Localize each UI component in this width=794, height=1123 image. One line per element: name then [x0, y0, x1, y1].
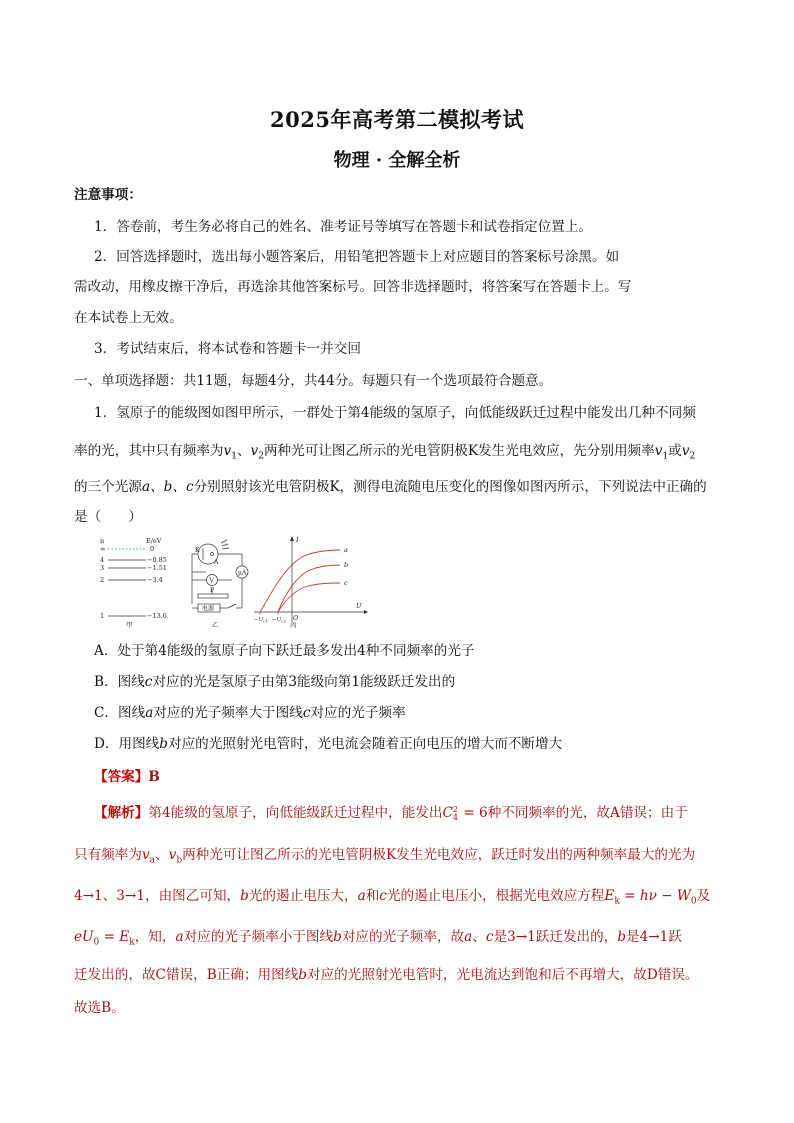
symbol-b: b: [333, 929, 342, 945]
option-text: 对应的光子频率: [310, 705, 406, 721]
formula-c-sub: 4: [452, 812, 458, 822]
page-title: 2025年高考第二模拟考试: [270, 107, 524, 132]
label-u-axis: U: [356, 602, 362, 610]
analysis-text: 光的遏止电压大，: [248, 888, 358, 904]
label-power: 电源: [202, 605, 215, 613]
label-a: A: [214, 559, 219, 566]
symbol-c: c: [485, 929, 494, 945]
level-e-3: −1.51: [147, 564, 167, 572]
option-d: [94, 735, 562, 753]
equation-w0-sub: 0: [690, 896, 697, 907]
section-heading: 一、单项选择题：共11题，每题4分，共44分。每题只有一个选项最符合题意。: [74, 373, 553, 389]
label-i-axis: I: [296, 536, 299, 544]
notice-heading: 注意事项：: [74, 187, 142, 203]
analysis-line-1: [94, 804, 688, 822]
question-line-1: 1．氢原子的能级图如图甲所示，一群处于第4能级的氢原子，向低能级跃迁过程中能发出几种不同频: [94, 405, 696, 421]
anode-dot: [211, 553, 214, 556]
option-a: A．处于第4能级的氢原子向下跃迁最多发出4种不同频率的光子: [94, 643, 475, 659]
question-text: 或: [668, 443, 682, 459]
label-v: V: [209, 577, 214, 585]
light-ray-1: [221, 540, 227, 543]
n-label: n: [100, 537, 105, 545]
notice-item-2-line-2: 需改动，用橡皮擦干净后，再选涂其他答案标号。回答非选择题时，将答案写在答题卡上。写: [74, 279, 632, 295]
symbol-va-sub: a: [149, 855, 156, 866]
symbol-b: b: [240, 888, 249, 904]
curve-a: [260, 550, 340, 612]
analysis-text: 种不同频率的光，故A错误；由于: [487, 805, 688, 821]
e-label: E/eV: [146, 537, 162, 545]
label-origin: O: [293, 614, 299, 622]
analysis-text: 对应的光子频率，故: [341, 929, 465, 945]
symbol-v2: v: [250, 443, 259, 459]
question-line-4: 是（ ）: [74, 509, 142, 525]
equation-eu0: eU: [74, 929, 94, 945]
analysis-text: 只有频率为: [74, 847, 142, 863]
option-c: [94, 704, 406, 722]
option-text: B．图线: [94, 674, 145, 690]
option-b: [94, 673, 455, 691]
symbol-va: v: [141, 847, 150, 863]
analysis-line-6: 故选B。: [74, 1000, 125, 1016]
symbol-v1-sub: 1: [231, 451, 237, 462]
label-uc1: [254, 617, 268, 624]
light-ray-2: [222, 544, 228, 546]
equation-ek: E: [604, 888, 615, 904]
separator: 、: [155, 847, 169, 863]
symbol-a: a: [357, 888, 366, 904]
equation-ek-sub: k: [129, 937, 135, 948]
symbol-abc: a、b、c: [141, 479, 194, 495]
answer-tag: 【答案】: [94, 769, 149, 785]
analysis-line-4: $eU_0 = E_k$，知，a对应的光子频率小于图线b对应的光子频率，故a、c是3→1跃迁发出的，b是4→1跃: [74, 929, 682, 948]
level-n-3: 3: [100, 564, 105, 572]
equation-mid: = E: [99, 929, 130, 945]
symbol-vb: v: [168, 847, 177, 863]
symbol-v1: v: [223, 443, 232, 459]
formula-rest: = 6: [459, 805, 488, 821]
analysis-text: 及: [696, 888, 711, 904]
iu-graph: [254, 536, 368, 628]
symbol-v1-sub: 1: [662, 451, 669, 462]
switch-blade: [228, 604, 236, 608]
analysis-text: 和: [365, 888, 380, 904]
level-n-2: 2: [100, 576, 105, 584]
energy-level-diagram: [100, 537, 167, 628]
symbol-c: c: [302, 705, 311, 721]
level-e-1: −13.6: [147, 612, 167, 620]
notice-item-2-line-1: 2．回答选择题时，选出每小题答案后，用铅笔把答题卡上对应题目的答案标号涂黑。如: [94, 249, 620, 265]
label-uc2-main: −U: [272, 617, 282, 623]
analysis-text: 是3→1跃迁发出的，: [493, 929, 618, 945]
formula-c-indices: [453, 806, 458, 822]
question-figure: [94, 534, 380, 628]
analysis-text: 对应的光照射光电管时，光电流达到饱和后不再增大，故D错误。: [307, 967, 699, 983]
analysis-text: ，知，: [134, 929, 176, 945]
symbol-vb-sub: b: [176, 855, 183, 866]
page-subtitle: 物理 · 全解全析: [333, 150, 461, 171]
label-uc2-sub: c2: [281, 618, 287, 624]
question-line-2: [74, 442, 695, 466]
symbol-v1: v: [654, 443, 663, 459]
notice-item-2-line-3: 在本试卷上无效。: [74, 310, 183, 326]
analysis-tag: 【解析】: [94, 805, 149, 821]
symbol-v2-sub: 2: [258, 451, 264, 462]
equation-ek-sub: k: [614, 896, 620, 907]
question-text: 两种光可让图乙所示的光电管阴极K发生光电效应，先分别用频率: [263, 443, 655, 459]
level-e-2: −3.4: [147, 576, 163, 584]
notice-item-3: 3．考试结束后，将本试卷和答题卡一并交回: [94, 341, 361, 357]
symbol-a: a: [145, 705, 154, 721]
option-text: 对应的光子频率大于图线: [153, 705, 303, 721]
level-n-4: 4: [100, 556, 105, 564]
formula-c: C: [442, 805, 453, 821]
level-e-inf: 0: [150, 545, 155, 553]
formula-c-sup: 2: [452, 804, 458, 814]
symbol-b: b: [617, 929, 627, 945]
u-axis-arrow: [364, 610, 368, 614]
question-text: 的三个光源: [74, 479, 142, 495]
symbol-c: c: [379, 888, 387, 904]
analysis-line-3: [74, 887, 710, 911]
symbol-a: a: [464, 929, 473, 945]
rheostat: [198, 594, 228, 598]
label-p: P: [210, 587, 215, 594]
analysis-text: 4→1、3→1，由图乙可知，: [74, 888, 241, 904]
analysis-line-5: [74, 966, 699, 984]
option-text: 对应的光是氢原子由第3能级向第1能级跃迁发出的: [152, 674, 456, 690]
level-n-1: 1: [100, 612, 105, 620]
label-uc1-sub: c1: [263, 618, 269, 624]
question-text: 分别照射该光电管阴极K，测得电流随电压变化的图像如图丙所示，下列说法中正确的: [193, 479, 707, 495]
analysis-text: 是4→1跃: [626, 929, 682, 945]
label-curve-b: b: [344, 561, 349, 569]
symbol-b: b: [298, 967, 307, 983]
analysis-text: 对应的光子频率小于图线: [183, 929, 334, 945]
answer-value: B: [148, 769, 160, 785]
symbol-c: c: [144, 674, 153, 690]
question-line-3: [74, 478, 707, 496]
i-axis-arrow: [290, 536, 294, 541]
symbol-a: a: [175, 929, 184, 945]
level-n-inf: ∞: [100, 545, 106, 553]
analysis-text: 两种光可让图乙所示的光电管阴极K发生光电效应，跃迁时发出的两种频率最大的光为: [182, 847, 696, 863]
option-text: D．用图线: [94, 736, 160, 752]
label-curve-c: c: [344, 579, 348, 587]
curve-b: [278, 565, 340, 612]
label-ua: μA: [238, 569, 247, 577]
analysis-text: 迁发出的，故C错误，B正确；用图线: [74, 967, 299, 983]
caption-yi: 乙: [212, 622, 219, 628]
label-k: K: [195, 547, 200, 554]
label-uc2: [272, 617, 286, 624]
label-curve-a: a: [344, 546, 348, 554]
separator: 、: [236, 443, 251, 459]
curve-c: [278, 583, 340, 612]
caption-bing: 丙: [290, 621, 297, 628]
symbol-v2: v: [681, 443, 690, 459]
question-text: 率的光，其中只有频率为: [74, 443, 224, 459]
analysis-line-2: [74, 846, 695, 870]
option-text: C．图线: [94, 705, 146, 721]
light-ray-3: [222, 548, 229, 549]
symbol-b: b: [159, 736, 168, 752]
equation-rest: = hν − W: [619, 888, 691, 904]
answer-line: [94, 768, 160, 786]
analysis-text: 第4能级的氢原子，向低能级跃迁过程中，能发出: [148, 805, 443, 821]
analysis-text: 光的遏止电压小，根据光电效应方程: [386, 888, 605, 904]
symbol-v2-sub: 2: [689, 451, 696, 462]
label-uc1-main: −U: [254, 617, 264, 623]
option-text: 对应的光照射光电管时，光电流会随着正向电压的增大而不断增大: [167, 736, 563, 752]
notice-item-1: 1．答卷前，考生务必将自己的姓名、准考证号等填写在答题卡和试卷指定位置上。: [94, 219, 593, 235]
caption-jia: 甲: [126, 621, 133, 628]
equation-eu0-sub: 0: [93, 937, 100, 948]
level-e-4: −0.85: [147, 556, 167, 564]
